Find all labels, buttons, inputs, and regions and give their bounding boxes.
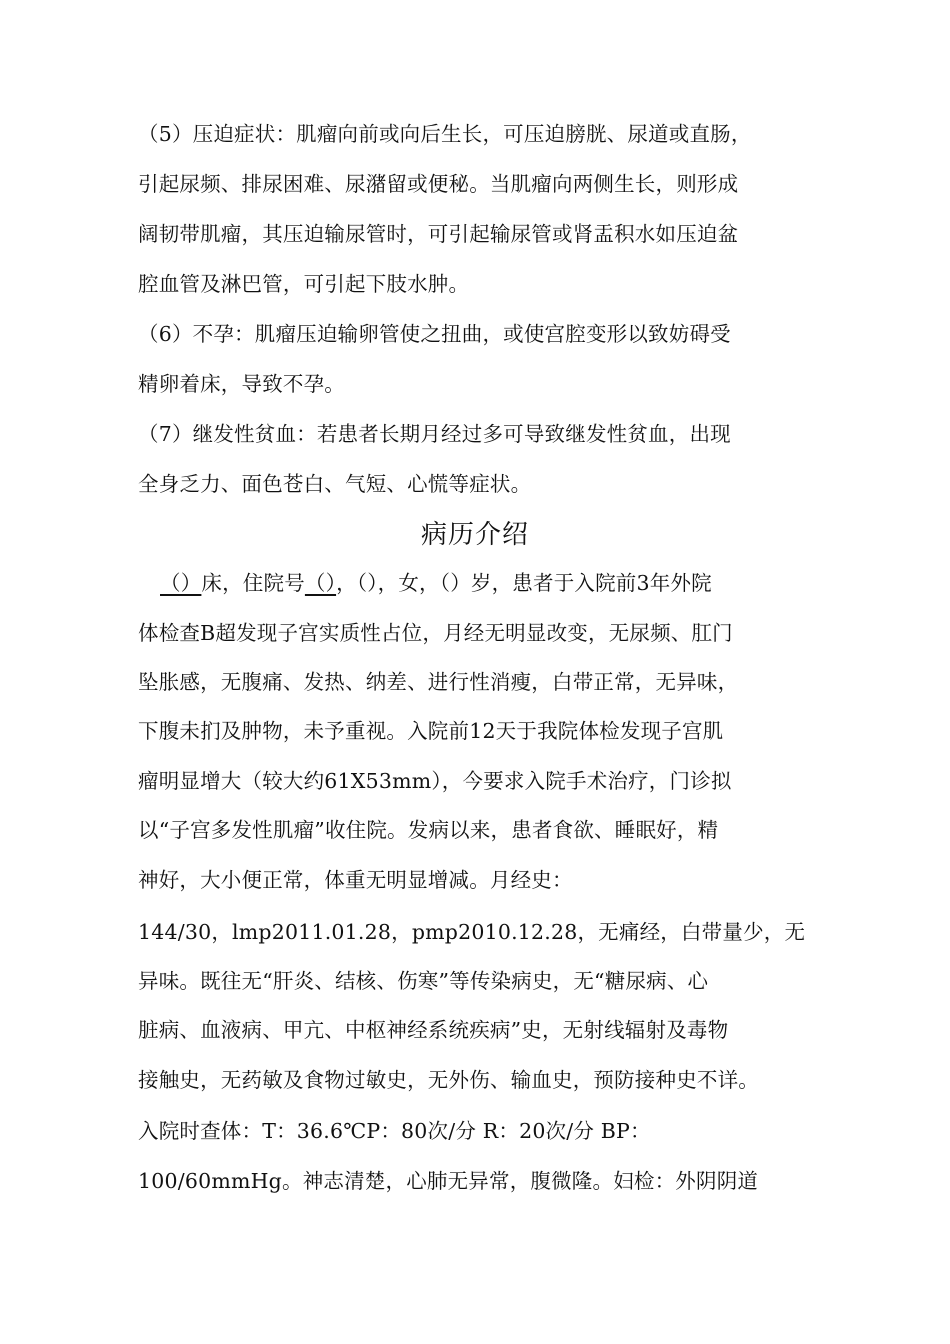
symptom-line: （7）继发性贫血：若患者长期月经过多可导致继发性贫血，出现 <box>138 422 731 446</box>
case-first-line <box>160 568 712 598</box>
case-line: 下腹未扪及肿物，未予重视。入院前12天于我院体检发现子宫肌 <box>138 719 724 743</box>
symptom-line: 精卵着床，导致不孕。 <box>138 372 345 396</box>
case-line: 144/30，lmp2011.01.28，pmp2010.12.28，无痛经，白带量少，无 <box>138 920 806 944</box>
case-line: 脏病、血液病、甲亢、中枢神经系统疾病”史，无射线辐射及毒物 <box>138 1018 729 1042</box>
admission-number-blank: （） <box>304 571 337 595</box>
symptom-line: 全身乏力、面色苍白、气短、心慌等症状。 <box>138 472 532 496</box>
symptom-line: 阔韧带肌瘤，其压迫输尿管时，可引起输尿管或肾盂积水如压迫盆 <box>138 222 739 246</box>
case-title: 病历介绍 <box>420 520 529 550</box>
case-line: 神好，大小便正常，体重无明显增减。月经史： <box>138 868 573 892</box>
case-line: 体检查B超发现子宫实质性占位，月经无明显改变，无尿频、肛门 <box>138 621 733 645</box>
case-line: 入院时查体：T：36.6℃P：80次/分 R：20次/分 BP： <box>138 1119 651 1143</box>
symptom-line: （6）不孕：肌瘤压迫输卵管使之扭曲，或使宫腔变形以致妨碍受 <box>138 322 731 346</box>
case-line: 接触史，无药敏及食物过敏史，无外伤、输血史，预防接种史不详。 <box>138 1068 759 1092</box>
case-line: 以“子宫多发性肌瘤”收住院。发病以来，患者食欲、睡眠好，精 <box>138 818 719 842</box>
bed-text: 床，住院号 <box>201 571 305 595</box>
case-first-line-rest: ，（），女，（）岁，患者于入院前3年外院 <box>336 571 712 595</box>
case-line: 瘤明显增大（较大约61X53mm），今要求入院手术治疗，门诊拟 <box>138 769 732 793</box>
case-line: 坠胀感，无腹痛、发热、纳差、进行性消瘦，白带正常，无异味， <box>138 670 739 694</box>
bed-number-blank: （） <box>160 571 202 595</box>
symptom-line: （5）压迫症状：肌瘤向前或向后生长，可压迫膀胱、尿道或直肠， <box>138 122 752 146</box>
case-line: 100/60mmHg。神志清楚，心肺无异常，腹微隆。妇检：外阴阴道 <box>138 1169 759 1193</box>
symptom-line: 引起尿频、排尿困难、尿潴留或便秘。当肌瘤向两侧生长，则形成 <box>138 172 739 196</box>
case-line: 异味。既往无“肝炎、结核、伤寒”等传染病史，无“糖尿病、心 <box>138 969 709 993</box>
symptom-line: 腔血管及淋巴管，可引起下肢水肿。 <box>138 272 470 296</box>
